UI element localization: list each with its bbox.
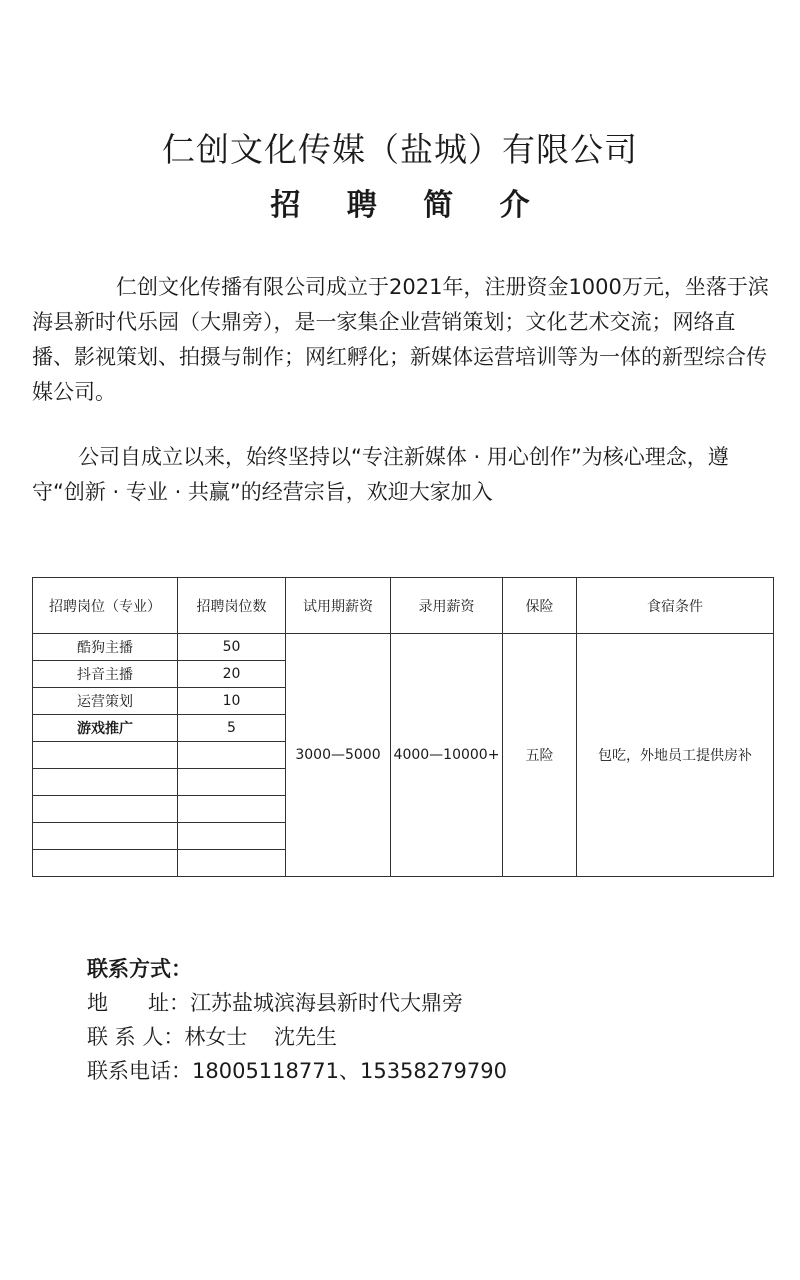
- header-count: 招聘岗位数: [178, 578, 286, 634]
- table-header-row: [33, 578, 774, 634]
- position-cell: 酷狗主播: [33, 634, 178, 661]
- header-trial-salary: 试用期薪资: [286, 578, 391, 634]
- contact-phone-row: [87, 1054, 507, 1088]
- insurance-cell: 五险: [503, 634, 577, 877]
- company-title: 仁创文化传媒（盐城）有限公司: [162, 130, 638, 169]
- position-cell: [33, 796, 178, 823]
- count-cell: 5: [178, 715, 286, 742]
- position-cell: 运营策划: [33, 688, 178, 715]
- intro-paragraph-1: 仁创文化传播有限公司成立于2021年，注册资金1000万元，坐落于滨海县新时代乐园（大鼎旁），是一家集企业营销策划；文化艺术交流；网络直播、影视策划、拍摄与制作；网红孵化；新媒体运营培训等为一体的新型综合传媒公司。: [32, 275, 769, 404]
- count-cell: 50: [178, 634, 286, 661]
- position-cell: 抖音主播: [33, 661, 178, 688]
- count-cell: [178, 823, 286, 850]
- contact-section: [87, 952, 507, 1088]
- count-cell: [178, 796, 286, 823]
- header-salary: 录用薪资: [391, 578, 503, 634]
- position-cell: [33, 850, 178, 877]
- contact-address-row: [87, 986, 507, 1020]
- phone-label: 联系电话：: [87, 1059, 192, 1083]
- header-insurance: 保险: [503, 578, 577, 634]
- intro-paragraph-2: 公司自成立以来，始终坚持以“专注新媒体 · 用心创作”为核心理念，遵守“创新 · 专业 · 共赢”的经营宗旨，欢迎大家加入: [32, 445, 729, 504]
- address-label: 地 址：: [87, 991, 191, 1015]
- position-cell: [33, 823, 178, 850]
- address-value: 江苏盐城滨海县新时代大鼎旁: [190, 991, 464, 1015]
- accommodation-cell: 包吃，外地员工提供房补: [577, 634, 774, 877]
- recruitment-table: [32, 577, 774, 877]
- salary-cell: 4000—10000+: [391, 634, 503, 877]
- contact-person-row: [87, 1020, 507, 1054]
- table-row: [33, 634, 774, 661]
- document-title: 招 聘 简 介: [270, 188, 548, 223]
- position-cell: [33, 742, 178, 769]
- count-cell: [178, 742, 286, 769]
- contact-heading: 联系方式：: [87, 957, 192, 981]
- count-cell: 20: [178, 661, 286, 688]
- person-value: 林女士 沈先生: [184, 1025, 338, 1049]
- header-accommodation: 食宿条件: [577, 578, 774, 634]
- person-label: 联 系 人：: [87, 1025, 185, 1049]
- header-position: 招聘岗位（专业）: [33, 578, 178, 634]
- phone-value: 18005118771、15358279790: [192, 1059, 507, 1083]
- count-cell: 10: [178, 688, 286, 715]
- position-cell: 游戏推广: [33, 715, 178, 742]
- count-cell: [178, 769, 286, 796]
- trial-salary-cell: 3000—5000: [286, 634, 391, 877]
- position-cell: [33, 769, 178, 796]
- count-cell: [178, 850, 286, 877]
